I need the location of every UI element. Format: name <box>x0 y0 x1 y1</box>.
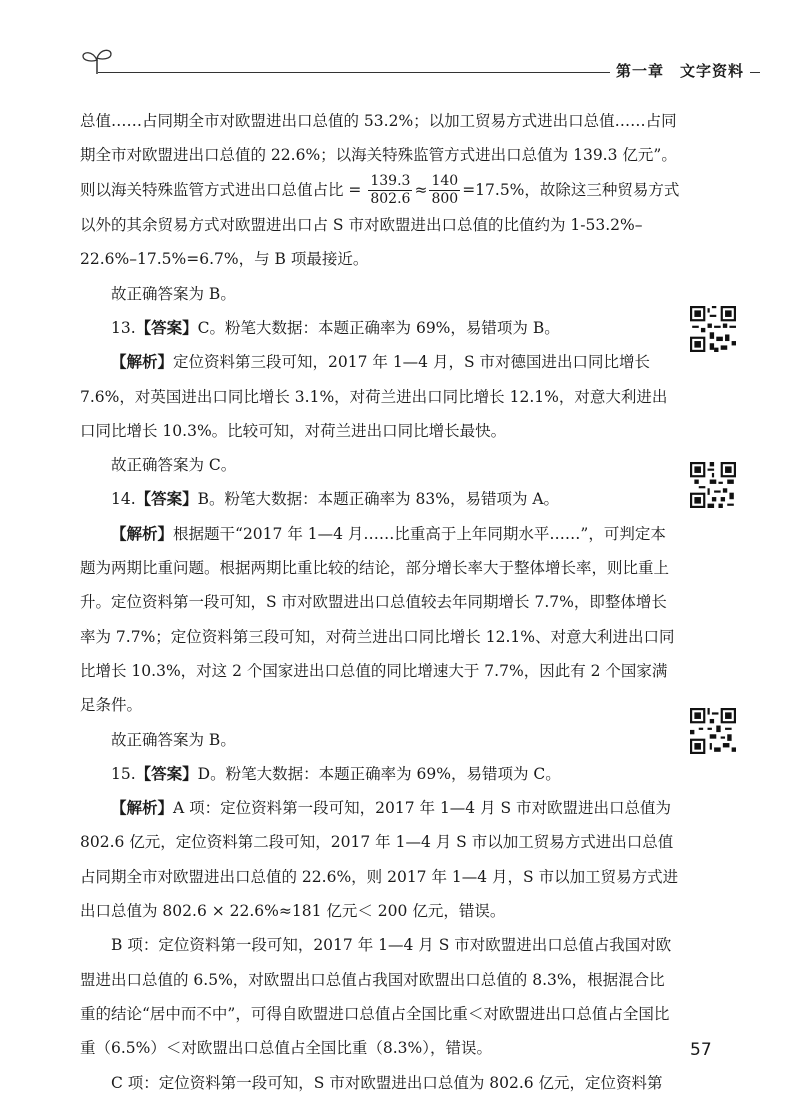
q15-analysis-a: 【解析】A 项：定位资料第一段可知，2017 年 1—4 月 S 市对欧盟进出口总值为 802.6 亿元，定位资料第二段可知，2017 年 1—4 月 S 市以加工贸易方式进出口总值占同期全市对欧盟进出口总值的 22.6%，则 2017 年 1—4 月，S 市以加工贸易方式进出口总值为 802.6 × 22.6%≈181 亿元＜ 200 亿元，错误。 <box>80 798 679 921</box>
qr-code-icon[interactable] <box>690 306 736 352</box>
fraction-139-3-over-802-6: $\frac{139.3}{802.6}$ <box>370 173 411 208</box>
answer-line-12: 故正确答案为 B。 <box>111 284 236 303</box>
q13-analysis: 【解析】定位资料第三段可知，2017 年 1—4 月，S 市对德国进出口同比增长 7.6%，对英国进出口同比增长 3.1%，对荷兰进出口同比增长 12.1%，对意大利进出口同比增长 10.3%。比较可知，对荷兰进出口同比增长最快。 <box>80 352 668 440</box>
answer-line-14: 故正确答案为 B。 <box>111 730 236 749</box>
paragraph-continuation: 总值……占同期全市对欧盟进出口总值的 53.2%；以加工贸易方式进出口总值……占同期全市对欧盟进出口总值的 22.6%；以海关特殊监管方式进出口总值为 139.3 亿元”。则以海关特殊监管方式进出口总值占比 = $\frac{139.3}{802.6}$ ≈ $\frac{140}{800}$ =17.5%，故除这三种贸易方式以外的其余贸易方式对欧盟进出口占 S 市对欧盟进出口总值的比值约为 1-53.2%–22.6%–17.5%=6.7%，与 B 项最接近。 <box>80 112 680 269</box>
answer-line-13: 故正确答案为 C。 <box>111 456 237 475</box>
q15-analysis-c: C 项：定位资料第一段可知，S 市对欧盟进出口总值为 802.6 亿元，定位资料第 <box>111 1073 663 1092</box>
chapter-title: 第一章 文字资料 <box>610 60 750 81</box>
fraction-140-over-800: $\frac{140}{800}$ <box>431 173 459 208</box>
page-body <box>80 104 680 1100</box>
q14-analysis: 【解析】根据题干“2017 年 1—4 月……比重高于上年同期水平……”，可判定本题为两期比重问题。根据两期比重比较的结论，部分增长率大于整体增长率，则比重上升。定位资料第一段可知，S 市对欧盟进出口总值较去年同期增长 7.7%，即整体增长率为 7.7%；定位资料第三段可知，对荷兰进出口同比增长 12.1%、对意大利进出口同比增长 10.3%，对这 2 个国家进出口总值的同比增速大于 7.7%，因此有 2 个国家满足条件。 <box>80 523 675 715</box>
page-number: 57 <box>690 1040 712 1060</box>
chapter-header <box>80 44 760 84</box>
q13-answer: 13.【答案】C。粉笔大数据：本题正确率为 69%，易错项为 B。 <box>111 317 560 337</box>
q15-answer: 15.【答案】D。粉笔大数据：本题正确率为 69%，易错项为 C。 <box>111 763 561 783</box>
q14-answer: 14.【答案】B。粉笔大数据：本题正确率为 83%，易错项为 A。 <box>111 489 560 509</box>
qr-code-icon[interactable] <box>690 708 736 754</box>
qr-code-icon[interactable] <box>690 462 736 508</box>
q15-analysis-b: B 项：定位资料第一段可知，2017 年 1—4 月 S 市对欧盟进出口总值占我国对欧盟进出口总值的 6.5%，对欧盟出口总值占我国对欧盟出口总值的 8.3%，根据混合比重的结论“居中而不中”，可得自欧盟进口总值占全国比重＜对欧盟进出口总值占全国比重（6.5%）＜对欧盟出口总值占全国比重（8.3%），错误。 <box>80 936 672 1058</box>
